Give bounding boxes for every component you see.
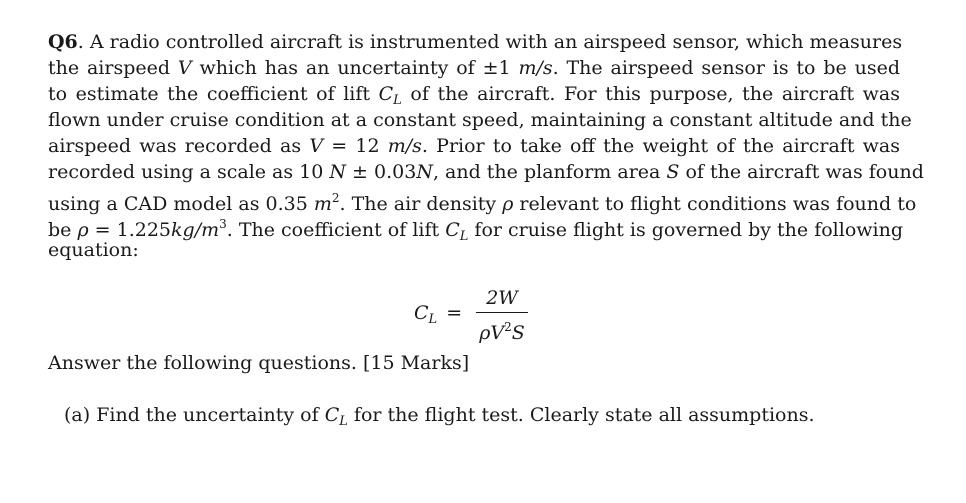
exponent-2: 2: [331, 191, 340, 205]
line-1-text: . A radio controlled aircraft is instrumented with an airspeed sensor, which measures: [77, 31, 903, 53]
line-3-text-b: of the aircraft. For this purpose, the aircraft was: [401, 83, 900, 105]
area-symbol: S: [511, 322, 525, 344]
cl-subscript: L: [393, 93, 402, 108]
line-2-text-c: . The airspeed sensor is to be used: [552, 57, 900, 79]
airspeed-value: = 12: [323, 135, 388, 157]
rho-symbol: ρ: [502, 193, 514, 215]
part-a-label: (a): [64, 404, 91, 426]
line-5-text-b: . Prior to take off the weight of the aircraft was: [421, 135, 900, 157]
airspeed-symbol: V: [177, 57, 192, 79]
line-2-text-a: the airspeed: [48, 57, 178, 79]
airspeed-symbol: V: [490, 322, 505, 344]
line-7-text-a: using a CAD model as 0.35: [48, 193, 314, 215]
part-a: [64, 402, 815, 435]
equation-numerator: 2W: [486, 287, 518, 309]
line-5-text-a: airspeed was recorded as: [48, 135, 310, 157]
rho-symbol: ρ: [77, 219, 89, 241]
line-6-text-b: , and the planform area: [432, 161, 667, 183]
rho-symbol: ρ: [479, 322, 491, 344]
cl-subscript: L: [339, 414, 348, 429]
cl-symbol: C: [378, 83, 394, 105]
question-line-4: flown under cruise condition at a constant speed, maintaining a constant altitude and the: [48, 109, 912, 131]
airspeed-symbol: V: [309, 135, 324, 157]
line-7-text-c: relevant to flight conditions was found to: [513, 193, 917, 215]
line-3-text-a: to estimate the coefficient of lift: [48, 83, 379, 105]
unit-m-per-s: m/s: [387, 135, 422, 157]
line-8-text-a: be: [48, 219, 78, 241]
question-line-9: equation:: [48, 239, 139, 261]
density-value: = 1.225: [88, 219, 172, 241]
unit-meter: m: [313, 193, 332, 215]
equation-denominator: [476, 315, 528, 345]
cl-symbol: C: [414, 302, 429, 324]
cl-subscript: L: [428, 312, 438, 327]
question-line-2: [48, 55, 900, 81]
question-line-5: [48, 133, 900, 159]
unit-newton: N: [416, 161, 433, 183]
area-symbol: S: [666, 161, 680, 183]
line-8-text-c: for cruise flight is governed by the following: [468, 219, 904, 241]
line-2-text-b: which has an uncertainty of: [191, 57, 483, 79]
cl-symbol: C: [324, 404, 340, 426]
fraction-bar: [476, 312, 528, 313]
question-line-6: [48, 159, 924, 185]
part-a-text-a: Find the uncertainty of: [90, 404, 325, 426]
unit-newton: N: [329, 161, 347, 183]
unit-m-per-s: m/s: [518, 57, 553, 79]
cl-subscript: L: [459, 229, 469, 244]
exponent-3: 3: [219, 217, 227, 231]
line-6-text-a: recorded using a scale as 10: [48, 161, 330, 183]
question-number: Q6: [48, 31, 78, 53]
uncertainty-value: ±1: [482, 57, 519, 79]
equation-lhs: [414, 302, 462, 327]
part-a-text-b: for the flight test. Clearly state all assumptions.: [347, 404, 815, 426]
exponent-2: 2: [504, 320, 512, 334]
cl-symbol: C: [445, 219, 460, 241]
line-6-text-c: of the aircraft was found: [679, 161, 924, 183]
line-8-text-b: . The coefficient of lift: [226, 219, 446, 241]
unit-kg-per-m3: kg/m: [171, 219, 220, 241]
equation-fraction: [476, 286, 528, 345]
instructions-text: Answer the following questions. [15 Marks]: [48, 352, 470, 374]
line-7-text-b: . The air density: [339, 193, 503, 215]
question-line-1: [48, 29, 903, 55]
weight-uncertainty: ± 0.03: [346, 161, 417, 183]
equals-sign: =: [446, 302, 463, 324]
